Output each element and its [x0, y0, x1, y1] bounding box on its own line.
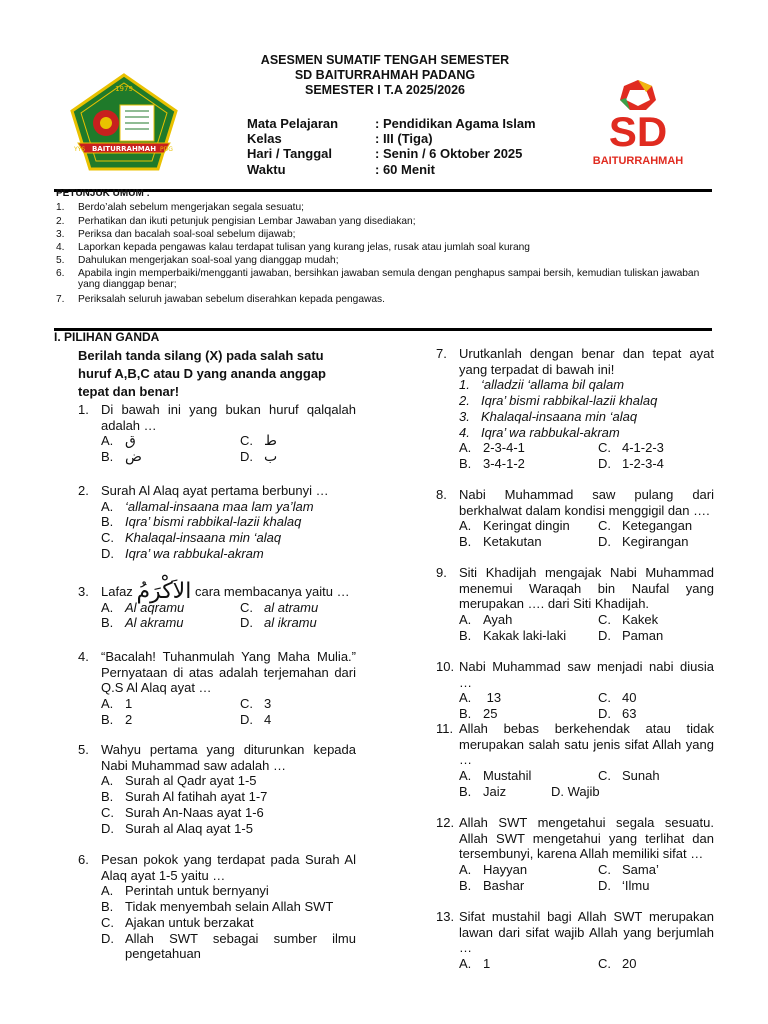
question-4: 4. “Bacalah! Tuhanmulah Yang Maha Mulia.” Pernyataan di atas adalah terjemahan dari Q.S Al Alaq ayat … A. 1 C. 3 B. 2 D. 4 — [78, 649, 356, 727]
option-a: ق — [125, 433, 136, 450]
option-c: Ketegangan — [622, 518, 693, 534]
emblem-right-tag: PDG — [160, 146, 173, 153]
info-duration: Waktu : 60 Menit — [247, 162, 435, 177]
option-c: al atramu — [264, 599, 319, 615]
info-class: Kelas : III (Tiga) — [247, 131, 433, 146]
option-c: Sama’ — [622, 862, 659, 878]
option-d: Allah SWT sebagai sumber ilmu pengetahuan — [125, 930, 356, 962]
instructions-title: PETUNJUK UMUM : — [56, 188, 150, 199]
option-b: Surah Al fatihah ayat 1-7 — [125, 789, 268, 805]
option-a: Al aqramu — [125, 599, 185, 615]
option-c: Kakek — [622, 612, 659, 628]
option-a: Perintah untuk bernyanyi — [125, 883, 269, 899]
option-c: Surah An-Naas ayat 1-6 — [125, 804, 264, 820]
section-title: I. PILIHAN GANDA — [54, 330, 160, 344]
school-emblem-logo — [68, 73, 180, 171]
option-a: Keringat dingin — [483, 518, 570, 534]
option-d: Paman — [622, 627, 664, 643]
instruction-item: 7. Periksalah seluruh jawaban sebelum diserahkan kepada pengawas. — [56, 294, 385, 305]
question-9: 9. Siti Khadijah mengajak Nabi Muhammad menemui Waraqah bin Naufal yang merupakan …. dari Siti Khadijah. A. Ayah C. Kakek B. Kakak laki-laki D. Paman — [436, 565, 714, 643]
option-c: Sunah — [622, 768, 660, 784]
info-date: Hari / Tanggal : Senin / 6 Oktober 2025 — [247, 146, 523, 161]
option-d: Surah al Alaq ayat 1-5 — [125, 820, 253, 836]
emblem-year: 1979 — [115, 85, 133, 93]
option-a: Ayah — [483, 612, 513, 628]
question-6: 6. Pesan pokok yang terdapat pada Surah Al Alaq ayat 1-5 yaitu … A. Perintah untuk bernyanyi B. Tidak menyembah selain Allah SWT C. Ajakan untuk berzakat D. Allah SWT sebagai sumber ilmu pengetahuan — [78, 852, 356, 962]
logo-sd-text: SD — [608, 108, 668, 155]
option-b: Jaiz — [483, 783, 507, 799]
question-7: 7. Urutkanlah dengan benar dan tepat ayat yang terpadat di bawah ini! 1. ‘alladzii ‘allama bil qalam 2. Iqra’ bismi rabbikal-lazii khalaq 3. Khalaqal-insaana min ‘alaq 4. Iqra’ wa rabbukal-akram A. 2-3-4-1 C. 4-1-2-3 B. 3-4-1-2 D. 1-2-3-4 — [436, 346, 714, 471]
option-c: 3 — [264, 696, 272, 712]
option-b: ض — [125, 449, 142, 466]
option-b: Kakak laki-laki — [483, 627, 567, 643]
option-c: Khalaqal-insaana min ‘alaq — [125, 530, 282, 546]
option-a: 1 — [125, 696, 133, 712]
exam-title: ASESMEN SUMATIF TENGAH SEMESTER — [260, 53, 510, 67]
instruction-item: 3. Periksa dan bacalah soal-soal sebelum dijawab; — [56, 229, 296, 240]
option-d: ‘Ilmu — [622, 877, 650, 893]
option-b: Ketakutan — [483, 534, 542, 550]
question-12: 12. Allah SWT mengetahui segala sesuatu. Allah SWT mengetahui yang terlihat dan tersembunyi, karena Allah memiliki sifat … A. Hayyan C. Sama’ B. Bashar D. ‘Ilmu — [436, 815, 714, 893]
option-a: Mustahil — [483, 768, 532, 784]
option-b: 25 — [483, 706, 498, 722]
option-c: 4-1-2-3 — [622, 440, 664, 456]
option-c: Ajakan untuk berzakat — [125, 914, 254, 930]
header-divider — [54, 189, 712, 192]
option-a: Surah al Qadr ayat 1-5 — [125, 773, 257, 789]
option-c: 40 — [622, 690, 637, 706]
option-a: ‘allamal-insaana maa lam ya’lam — [125, 498, 314, 514]
option-d: ب — [264, 449, 278, 466]
arabic-word: الاَكْرَمُ — [136, 579, 192, 604]
option-a: Hayyan — [483, 862, 528, 878]
option-d: 1-2-3-4 — [622, 455, 664, 471]
question-10: 10. Nabi Muhammad saw menjadi nabi diusia … A. 13 C. 40 B. 25 D. 63 — [436, 659, 714, 722]
option-b: Tidak menyembah selain Allah SWT — [125, 899, 334, 915]
option-b: Al akramu — [125, 615, 184, 631]
logo-school-text: BAITURRAHMAH — [592, 155, 684, 167]
semester-title: SEMESTER I T.A 2025/2026 — [304, 83, 466, 97]
option-b: Bashar — [483, 877, 525, 893]
option-b: 2 — [125, 711, 133, 727]
instruction-item: 1. Berdo’alah sebelum mengerjakan segala sesuatu; — [56, 202, 304, 213]
option-c: ط — [264, 433, 277, 450]
option-a: 13 — [483, 690, 502, 706]
question-2: 2. Surah Al Alaq ayat pertama berbunyi … A. ‘allamal-insaana maa lam ya’lam B. Iqra’ bismi rabbikal-lazii khalaq C. Khalaqal-insaana min ‘alaq D. Iqra’ wa rabbukal-akram — [78, 483, 329, 561]
question-13: 13. Sifat mustahil bagi Allah SWT merupakan lawan dari sifat wajib Allah yang berjumlah … A. 1 C. 20 — [436, 909, 714, 972]
sequence-list: 1. ‘alladzii ‘allama bil qalam 2. Iqra’ bismi rabbikal-lazii khalaq 3. Khalaqal-insaana min ‘alaq 4. Iqra’ wa rabbukal-akram — [459, 377, 658, 440]
option-d: Kegirangan — [622, 534, 689, 550]
option-c: 20 — [622, 956, 637, 972]
emblem-banner: BAITURRAHMAH — [91, 145, 157, 153]
option-a: 1 — [483, 956, 491, 972]
option-d: al ikramu — [264, 615, 317, 631]
question-8: 8. Nabi Muhammad saw pulang dari berkhalwat dalam kondisi menggigil dan …. A. Keringat dingin C. Ketegangan B. Ketakutan D. Kegirangan — [436, 487, 714, 550]
option-b: 3-4-1-2 — [483, 455, 525, 471]
info-subject: Mata Pelajaran : Pendidikan Agama Islam — [247, 116, 536, 131]
school-name: SD BAITURRAHMAH PADANG — [294, 68, 476, 82]
option-b: Iqra’ bismi rabbikal-lazii khalaq — [125, 514, 302, 530]
question-1: 1. Di bawah ini yang bukan huruf qalqalah adalah … A. ق C. ط B. ض D. ب — [78, 402, 356, 466]
sd-baiturrahmah-logo — [586, 80, 690, 170]
instruction-item: 5. Dahulukan mengerjakan soal-soal yang dianggap mudah; — [56, 255, 339, 266]
instruction-item: 4. Laporkan kepada pengawas kalau terdapat tulisan yang kurang jelas, rusak atau jumlah soal kurang — [56, 242, 530, 253]
instruction-item: 2. Perhatikan dan ikuti petunjuk pengisian Lembar Jawaban yang disediakan; — [56, 216, 416, 227]
option-d: Iqra’ wa rabbukal-akram — [125, 545, 264, 561]
emblem-left-tag: YYS — [74, 146, 86, 153]
option-d: 63 — [622, 706, 637, 722]
question-3: 3. Lafaz الاَكْرَمُ cara membacanya yaitu … A. Al aqramu C. al atramu B. Al akramu D. al ikramu — [78, 579, 350, 631]
option-d: D. Wajib — [551, 783, 600, 799]
option-d: 4 — [264, 711, 272, 727]
question-5: 5. Wahyu pertama yang diturunkan kepada Nabi Muhammad saw adalah … A. Surah al Qadr ayat 1-5 B. Surah Al fatihah ayat 1-7 C. Surah An-Naas ayat 1-6 D. Surah al Alaq ayat 1-5 — [78, 742, 356, 836]
section-instruction: Berilah tanda silang (X) pada salah satu huruf A,B,C atau D yang ananda anggap tepat dan benar! — [78, 348, 326, 399]
instruction-item: 6. Apabila ingin memperbaiki/mengganti jawaban, bersihkan jawaban semula dengan penghapus sampai bersih, kemudian tuliskan jawaban yang dianggap benar; — [56, 268, 700, 291]
option-a: 2-3-4-1 — [483, 440, 525, 456]
question-11: 11. Allah bebas berkehendak atau tidak merupakan salah satu jenis sifat Allah yang … A. Mustahil C. Sunah B. Jaiz D. Wajib — [436, 721, 714, 799]
